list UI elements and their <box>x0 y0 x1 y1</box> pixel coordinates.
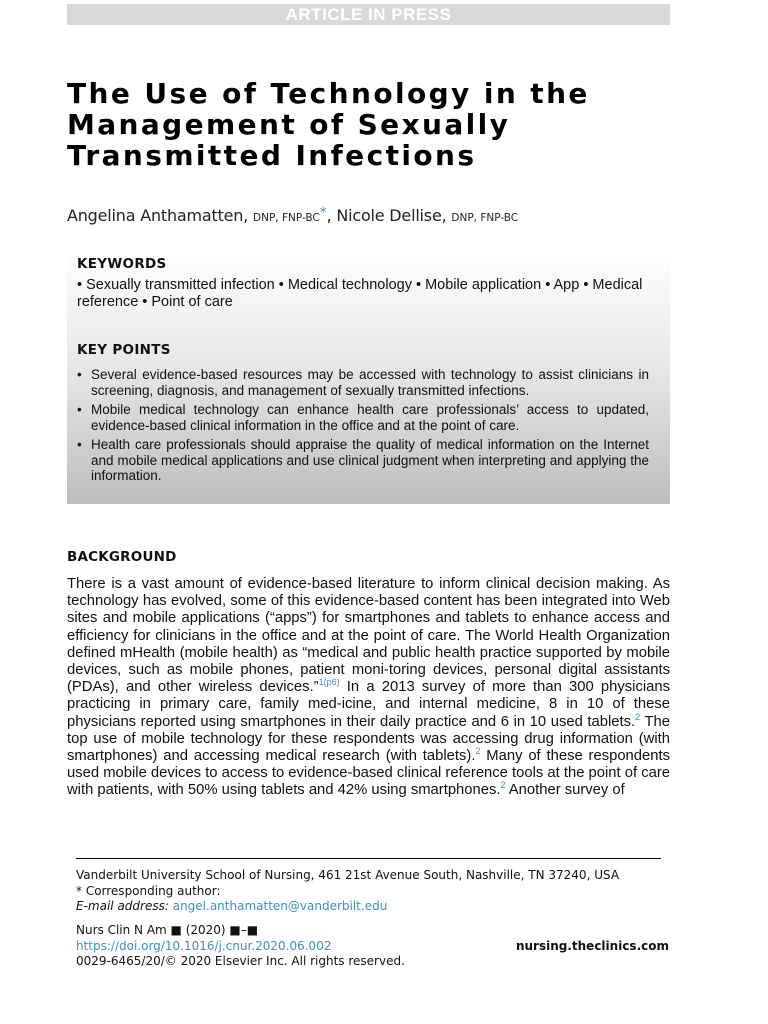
author-separator: , <box>326 206 332 225</box>
email-line <box>76 899 676 915</box>
keywords-heading: KEYWORDS <box>77 256 167 272</box>
email-link[interactable]: angel.anthamatten@vanderbilt.edu <box>172 899 388 913</box>
affiliation-text: Vanderbilt University School of Nursing, 461 21st Avenue South, Nashville, TN 37240, USA <box>76 868 620 882</box>
body-text-run: The top use of mobile technology for these respondents was accessing drug information (with smartphones) and accessing medical research (with tablets). <box>67 713 670 765</box>
key-point-item: • Mobile medical technology can enhance health care professionals’ access to updated, evidence-based clinical information in the office and at the point of care. <box>77 402 649 433</box>
body-text-run: In a 2013 survey of more than 300 physicians practicing in primary care, family med-icine, and internal medicine, 8 in 10 of these physicians reported using smartphones in their daily practice and 6 in 10 used tablets. <box>67 679 670 730</box>
title-line-2: Management of Sexually <box>67 108 511 141</box>
background-heading: BACKGROUND <box>67 549 177 565</box>
author-list <box>67 205 518 225</box>
body-text-run: Many of these respondents used mobile devices to access to evidence-based clinical reference tools at the point of care with patients, with 50% using tablets and 42% using smartphones. <box>67 748 670 799</box>
author-2-credentials: DNP, FNP-BC <box>451 212 519 224</box>
article-title <box>67 78 707 171</box>
affiliation-block <box>76 868 676 915</box>
author-1-name: Angelina Anthamatten, <box>67 206 249 225</box>
reference-link-2[interactable]: 2 <box>475 746 481 757</box>
author-1-credentials: DNP, FNP-BC <box>253 212 320 224</box>
copyright-text: 0029-6465/20/© 2020 Elsevier Inc. All rights reserved. <box>76 954 405 968</box>
reference-link-2[interactable]: 2 <box>635 711 641 722</box>
article-in-press-banner: ARTICLE IN PRESS <box>67 4 670 25</box>
background-paragraph <box>67 576 670 800</box>
author-2-name: Nicole Dellise, <box>336 206 447 225</box>
footnote-divider <box>76 858 661 859</box>
email-label: E-mail address: <box>76 899 169 913</box>
journal-site: nursing.theclinics.com <box>515 938 669 953</box>
journal-citation: Nurs Clin N Am ■ (2020) ■–■ <box>76 923 259 937</box>
body-text-run: There is a vast amount of evidence-based literature to inform clinical decision making. As technology has evolved, some of this evidence-based content has been integrated into Web sites and mobile applications (“apps”) for smartphones and tablets to enhance access and efficiency for clinicians in the office and at the point of care. The World Health Organization defined mHealth (mobile health) as “medical and public health practice supported by mobile devices, such as mobile phones, patient moni-toring devices, personal digital assistants (PDAs), and other wireless devices.” <box>67 576 670 696</box>
keywords-keypoints-box <box>67 248 670 504</box>
reference-link-1[interactable]: 1(p6) <box>318 677 340 688</box>
reference-link-2[interactable]: 2 <box>500 780 506 791</box>
key-point-item: • Health care professionals should appraise the quality of medical information on the Internet and mobile medical applications and use clinical judgment when interpreting and applying the information. <box>77 437 649 484</box>
keywords-list: • Sexually transmitted infection • Medical technology • Mobile application • App • Medical reference • Point of care <box>77 277 643 310</box>
doi-link[interactable]: https://doi.org/10.1016/j.cnur.2020.06.002 <box>76 938 332 953</box>
key-points-list <box>77 367 649 488</box>
corresponding-author-link[interactable]: * <box>319 205 327 221</box>
corresponding-author-note: * Corresponding author: <box>76 883 221 898</box>
title-line-1: The Use of Technology in the <box>67 77 590 110</box>
body-text-run: Another survey of <box>505 782 625 799</box>
key-point-item: • Several evidence-based resources may be accessed with technology to assist clinicians in screening, diagnosis, and management of sexually transmitted infections. <box>77 367 649 398</box>
key-points-heading: KEY POINTS <box>77 342 171 358</box>
title-line-3: Transmitted Infections <box>67 139 477 172</box>
